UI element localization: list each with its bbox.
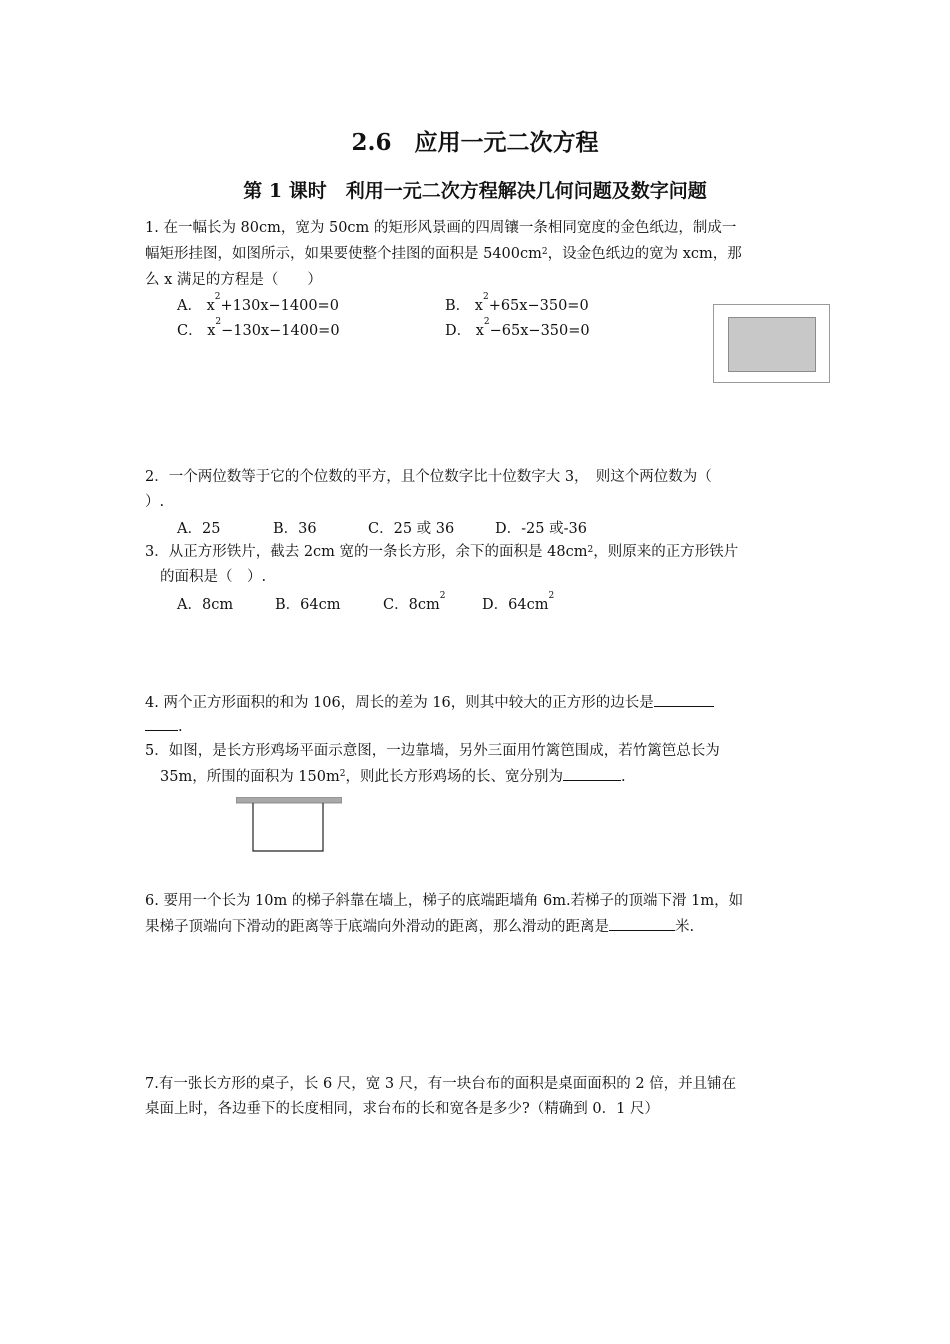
- q3-line-1-sup: 2: [587, 545, 594, 555]
- q1-option-d-post: −65x−350=0: [489, 323, 590, 339]
- answer-blank[interactable]: [563, 766, 621, 781]
- answer-blank[interactable]: [654, 692, 714, 707]
- q6-line-1: 6. 要用一个长为 10m 的梯子斜靠在墙上，梯子的底端距墙角 6m.若梯子的顶端下滑 1m，如: [145, 893, 744, 909]
- q1-option-b-pre: B． x: [445, 298, 483, 314]
- q4-line-2-end: .: [178, 719, 183, 735]
- q3-option-d-text: D．64cm: [482, 597, 549, 613]
- q1-line-2-sup: 2: [541, 247, 548, 257]
- q3-option-c-text: C．8cm: [383, 597, 440, 613]
- q1-option-d-sup: 2: [483, 317, 490, 327]
- q3-option-b: B．64cm: [275, 597, 341, 613]
- q3-option-d: [482, 593, 554, 614]
- q1-option-b-sup: 2: [482, 292, 489, 302]
- wall-shape: [236, 797, 342, 803]
- q1-option-d-pre: D． x: [445, 323, 484, 339]
- q6-line-2-text-b: 米.: [675, 919, 695, 935]
- q1-option-d: [445, 319, 590, 340]
- q2-line-1: 2．一个两位数等于它的个位数的平方，且个位数字比十位数字大 3， 则这个两位数为（: [145, 469, 712, 485]
- chicken-pen-figure: [236, 797, 342, 853]
- framed-picture-figure: [713, 304, 830, 383]
- page-title: 2.6 应用一元二次方程: [351, 129, 599, 156]
- q5-line-2-sup: 2: [339, 769, 346, 779]
- q6-line-2: [145, 916, 694, 937]
- q4-line-1-text: 4. 两个正方形面积的和为 106，周长的差为 16，则其中较大的正方形的边长是: [145, 695, 654, 711]
- q7-line-2: 桌面上时，各边垂下的长度相同，求台布的长和宽各是多少?（精确到 0．1 尺）: [145, 1101, 659, 1117]
- q1-line-2-text-a: 幅矩形挂图，如图所示，如果要使整个挂图的面积是 5400cm: [145, 246, 542, 262]
- q4-line-1: [145, 692, 714, 713]
- q1-line-2: [145, 244, 742, 264]
- q1-option-a-post: +130x−1400=0: [220, 298, 339, 314]
- q1-option-c-post: −130x−1400=0: [221, 323, 340, 339]
- q5-line-2-end: .: [620, 769, 626, 785]
- q7-line-1: 7.有一张长方形的桌子，长 6 尺，宽 3 尺，有一块台布的面积是桌面面积的 2 倍，并且铺在: [145, 1076, 737, 1092]
- q3-option-a: A．8cm: [177, 597, 234, 613]
- q2-option-a: A．25: [177, 521, 221, 537]
- q1-option-b-post: +65x−350=0: [488, 298, 589, 314]
- fence-shape: [253, 803, 323, 851]
- q2-option-b: B．36: [273, 521, 317, 537]
- q3-option-c-sup: 2: [439, 591, 446, 601]
- q3-line-1-text-a: 3．从正方形铁片，截去 2cm 宽的一条长方形，余下的面积是 48cm: [145, 544, 588, 560]
- q3-option-c: [383, 593, 445, 614]
- q1-option-a-pre: A． x: [177, 298, 215, 314]
- q3-line-2: 的面积是（ ）.: [160, 569, 267, 585]
- q1-line-1: 1. 在一幅长为 80cm，宽为 50cm 的矩形风景画的四周镶一条相同宽度的金色纸边，制成一: [145, 220, 737, 236]
- q3-option-d-sup: 2: [548, 591, 555, 601]
- q1-option-c-sup: 2: [215, 317, 222, 327]
- q1-option-c: [177, 319, 340, 340]
- landscape-painting-rect: [728, 317, 816, 372]
- q1-option-a-sup: 2: [214, 292, 221, 302]
- q1-option-c-pre: C． x: [177, 323, 216, 339]
- q5-line-2: [160, 766, 626, 787]
- q2-option-d: D．-25 或-36: [495, 521, 587, 537]
- answer-blank[interactable]: [609, 916, 675, 931]
- answer-blank-continued[interactable]: [145, 716, 178, 731]
- q5-line-2-text-a: 35m，所围的面积为 150m: [160, 769, 340, 785]
- lesson-subtitle: 第 1 课时 利用一元二次方程解决几何问题及数字问题: [243, 180, 707, 202]
- q5-line-1: 5．如图，是长方形鸡场平面示意图，一边靠墙，另外三面用竹篱笆围成，若竹篱笆总长为: [145, 743, 720, 759]
- q1-line-2-text-b: ，设金色纸边的宽为 xcm，那: [547, 246, 742, 262]
- q1-option-b: [445, 294, 589, 315]
- q1-line-3: 么 x 满足的方程是（ ）: [145, 272, 322, 288]
- q6-line-2-text-a: 果梯子顶端向下滑动的距离等于底端向外滑动的距离，那么滑动的距离是: [145, 919, 609, 935]
- q2-line-2: ）.: [145, 494, 165, 510]
- q2-option-c: C．25 或 36: [368, 521, 455, 537]
- q5-line-2-text-b: ，则此长方形鸡场的长、宽分别为: [345, 769, 563, 785]
- q4-line-2: [145, 716, 183, 737]
- q1-option-a: [177, 294, 339, 315]
- q3-line-1-text-b: ，则原来的正方形铁片: [593, 544, 739, 560]
- q3-line-1: [145, 542, 738, 562]
